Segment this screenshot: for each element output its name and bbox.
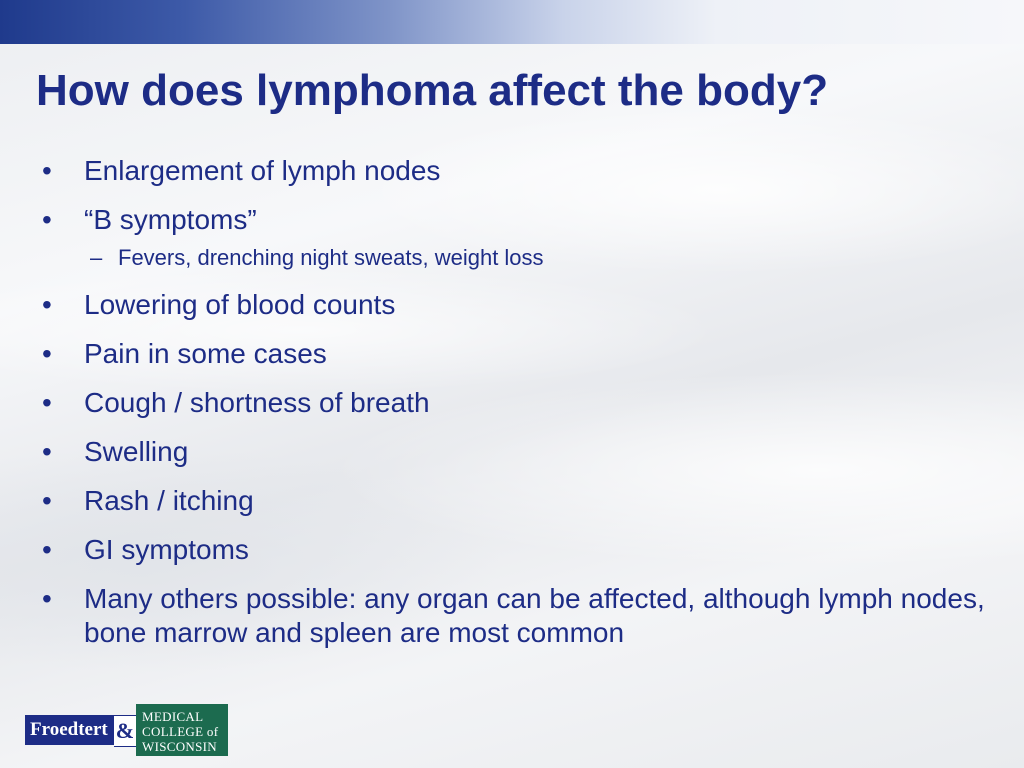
bullet-marker: • [42,534,52,565]
sub-bullet-item [42,244,992,272]
bullet-marker: • [42,436,52,467]
bullet-item [42,203,992,237]
bullet-text: Pain in some cases [84,338,327,369]
bullet-item [42,386,992,420]
bullet-item [42,484,992,518]
bullet-marker: • [42,289,52,320]
bullet-text: Cough / shortness of breath [84,387,430,418]
bullet-item [42,337,992,371]
bullet-list [42,154,992,665]
logo-medical-college [136,704,228,756]
bullet-text: “B symptoms” [84,204,257,235]
bullet-marker: • [42,204,52,235]
bullet-item [42,288,992,322]
logo-line-wisconsin: WISCONSIN [142,739,217,754]
top-banner [0,0,1024,44]
logo-ampersand: & [114,715,136,747]
sub-bullet-marker: – [90,245,103,270]
bullet-text: Swelling [84,436,189,467]
bullet-marker: • [42,338,52,369]
bullet-item [42,533,992,567]
logo-line-medical: MEDICAL [142,709,204,724]
bullet-text: Many others possible: any organ can be affected, although lymph nodes, bone marrow and spleen are most common [84,583,985,648]
slide-title: How does lymphoma affect the body? [36,66,829,115]
bullet-item [42,582,992,650]
bullet-text: Lowering of blood counts [84,289,396,320]
bullet-text: Enlargement of lymph nodes [84,155,441,186]
logo-froedtert: Froedtert [25,715,114,745]
bullet-text: GI symptoms [84,534,249,565]
bullet-marker: • [42,387,52,418]
institution-logo [25,704,228,756]
bullet-marker: • [42,155,52,186]
bullet-item [42,154,992,188]
bullet-item [42,435,992,469]
bullet-marker: • [42,583,52,614]
sub-bullet-text: Fevers, drenching night sweats, weight loss [118,245,544,270]
logo-line-college: COLLEGE of [142,724,219,739]
bullet-marker: • [42,485,52,516]
bullet-text: Rash / itching [84,485,254,516]
